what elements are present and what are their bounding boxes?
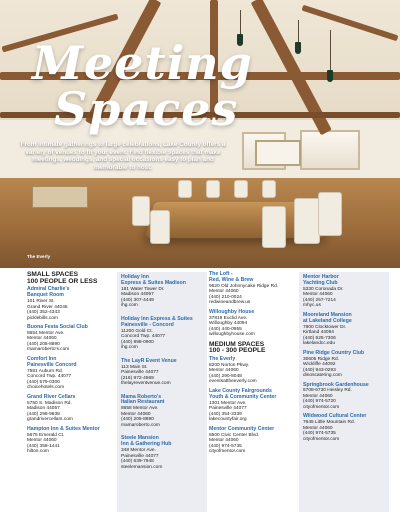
venue-list <box>27 287 113 454</box>
venue-phone: (440) 205-8890 <box>121 417 154 423</box>
chair <box>150 210 170 244</box>
venue-name: Comfort Inn <box>27 355 57 362</box>
venue-entry <box>303 313 385 347</box>
venue-list <box>209 357 295 455</box>
venue-phone: (440) 257-7214 <box>303 297 336 303</box>
venue-phone: (440) 974-5735 <box>209 443 242 449</box>
chair <box>178 180 192 198</box>
venue-list <box>209 272 295 338</box>
venue-address: Mentor 44060 <box>209 438 239 444</box>
venue-entry <box>209 389 295 423</box>
venue-phone: (440) 898-0900 <box>121 339 154 345</box>
venue-address: 5750 S. Madison Rd. <box>27 400 72 406</box>
venue-address: 30605 Ridge Rd. <box>303 356 340 362</box>
venue-website[interactable]: thelayreventvenue.com <box>121 381 171 387</box>
venue-name: Steele Mansion <box>121 435 159 442</box>
venue-entry <box>209 310 295 338</box>
venue-address: Mentor 44060 <box>303 425 333 431</box>
venue-website[interactable]: willoughbyhouse.com <box>209 332 255 338</box>
venue-address: Painesville 44077 <box>121 370 159 376</box>
venue-address: 8658 Mentor Ave. <box>121 406 159 412</box>
venue-address: 1301 Mentor Ave. <box>209 400 247 406</box>
venue-name: Mooreland Mansion <box>303 311 352 318</box>
column-4 <box>299 272 389 512</box>
venue-address: 11200 Gold Ct. <box>121 328 153 334</box>
intro-text: From intimate gatherings to large celebrations, Lake County offers a variety of venues to fit your event. Find flexible spaces that make meetings, weddings, and special occasions easy to plan and memorable to host. <box>20 141 226 171</box>
venue-address: 37819 Euclid Ave. <box>209 315 248 321</box>
venue-entry <box>27 287 113 321</box>
venue-list <box>303 275 385 442</box>
venue-address: 5330 Coronada Dr. <box>303 286 344 292</box>
venue-website[interactable]: picklebills.com <box>27 315 58 321</box>
venue-name: Youth & Community Center <box>209 393 277 400</box>
venue-address: 8500 Civic Center Blvd. <box>209 432 260 438</box>
venue-entry <box>121 317 203 351</box>
venue-name: Yachting Club <box>303 279 338 286</box>
venue-entry <box>303 414 385 442</box>
venue-name: Banquet Room <box>27 292 64 299</box>
venue-name: Inn & Gathering Hub <box>121 441 172 448</box>
venue-phone: (440) 525-7306 <box>303 335 336 341</box>
venue-phone: (440) 974-5720 <box>303 399 336 405</box>
venue-website[interactable]: dinoscatering.com <box>303 373 342 379</box>
venue-address: 7645 Little Mountain Rd. <box>303 420 355 426</box>
venue-address: Grand River 44045 <box>27 304 68 310</box>
venue-name: Italian Restaurant <box>121 399 165 406</box>
column-1 <box>27 272 115 459</box>
venue-entry <box>209 272 295 306</box>
venue-website[interactable]: lakelandcc.edu <box>303 341 336 347</box>
venue-entry <box>27 427 113 455</box>
venue-address: Madison 44057 <box>121 292 154 298</box>
venue-address: 348 Mentor Ave. <box>121 448 156 454</box>
venue-website[interactable]: hilton.com <box>27 449 49 455</box>
lamp-wire <box>240 10 241 34</box>
venue-name: Buona Festa Social Club <box>27 324 88 330</box>
page-title <box>32 36 372 136</box>
window-right <box>300 130 360 170</box>
venue-name: Mama Roberto's <box>121 393 162 400</box>
venue-phone: (440) 943-0293 <box>303 367 336 373</box>
venue-address: Mentor 44060 <box>303 292 333 298</box>
venue-address: 8654 Mentor Ave. <box>27 330 65 336</box>
venue-phone: (440) 440-0955 <box>209 326 242 332</box>
venue-website[interactable]: lakecountyfair.org <box>209 417 247 423</box>
venue-website[interactable]: eventsattheeverly.com <box>209 379 257 385</box>
venue-list <box>121 275 203 470</box>
venue-name: at Lakeland College <box>303 317 352 324</box>
venue-address: Wickliffe 44092 <box>303 362 336 368</box>
venue-name: Painesville - Concord <box>121 321 174 328</box>
venue-entry <box>303 275 385 309</box>
section-heading-small <box>27 272 113 285</box>
venue-address: 113 Main St. <box>121 364 148 370</box>
venue-address: 8200 Norton Pkwy. <box>209 362 250 368</box>
venue-website[interactable]: ihg.com <box>121 345 138 351</box>
venue-listings <box>27 272 389 512</box>
lamp-wire <box>298 20 299 42</box>
venue-name: Mentor Harbor <box>303 274 339 280</box>
venue-name: The Everly <box>209 355 236 362</box>
venue-address: Mentor 44060 <box>209 289 239 295</box>
venue-name: Red, Wine & Brew <box>209 276 254 283</box>
venue-entry <box>121 436 203 470</box>
venue-address: Kirtland 44094 <box>303 330 334 336</box>
venue-entry <box>27 325 113 353</box>
venue-website[interactable]: mhyc.us <box>303 303 321 309</box>
venue-phone: (440) 354-3339 <box>209 411 242 417</box>
venue-address: Madison 44057 <box>27 406 60 412</box>
venue-address: Mentor 44060 <box>303 393 333 399</box>
venue-entry <box>121 275 203 309</box>
venue-phone: (440) 352-4343 <box>27 310 60 315</box>
venue-name: Holiday Inn <box>121 274 149 280</box>
venue-address: Mentor 44060 <box>209 368 239 374</box>
section-subtitle: 100 PEOPLE OR LESS <box>27 277 98 285</box>
chair <box>294 198 320 244</box>
venue-phone: (440) 639-7948 <box>121 459 154 465</box>
venue-name: The LayR Event Venue <box>121 357 177 364</box>
venue-website[interactable]: choicehotels.com <box>27 385 65 391</box>
title-line-1: Meeting <box>32 36 253 90</box>
venue-name: The Loft - <box>209 271 233 277</box>
venue-phone: (440) 210-0024 <box>209 294 242 300</box>
venue-name: Lake County Fairgrounds <box>209 387 272 394</box>
section-heading-medium <box>209 342 295 355</box>
venue-name: Hampton Inn & Suites Mentor <box>27 425 100 432</box>
column-2 <box>117 272 207 512</box>
venue-website[interactable]: mamaroberto.com <box>121 422 160 428</box>
venue-entry <box>303 351 385 379</box>
venue-phone: (440) 358-1441 <box>27 443 60 449</box>
venue-website[interactable]: steelemansion.com <box>121 464 163 470</box>
venue-entry <box>27 357 113 391</box>
venue-phone: (440) 205-8890 <box>27 341 60 347</box>
chair <box>132 196 150 226</box>
venue-address: Mentor 44060 <box>27 336 57 342</box>
venue-entry <box>121 395 203 429</box>
venue-address: Painesville 44077 <box>209 406 247 412</box>
venue-website[interactable]: ihg.com <box>121 303 138 309</box>
venue-address: Mentor 44060 <box>27 438 57 444</box>
venue-address: 181 Water Tower Dr. <box>121 286 165 292</box>
venue-address: Mentor 44060 <box>121 411 151 417</box>
venue-website[interactable]: cityofmentor.com <box>303 404 340 410</box>
venue-entry <box>209 357 295 385</box>
venue-name: Admiral Charlie's <box>27 286 70 293</box>
venue-phone: (216) 972-4569 <box>121 375 154 381</box>
chair <box>206 180 220 198</box>
venue-address: 6708-6730 Heisley Rd. <box>303 388 352 394</box>
venue-address: 101 River St. <box>27 299 55 304</box>
venue-name: Wildwood Cultural Center <box>303 413 367 420</box>
venue-name: Painesville Concord <box>27 361 77 368</box>
venue-name: Grand River Cellars <box>27 393 76 400</box>
venue-website[interactable]: cityofmentor.com <box>303 436 340 442</box>
venue-address: 9620 Old Johnnycake Ridge Rd. <box>209 283 279 289</box>
venue-name: Springbrook Gardenhouse <box>303 381 369 388</box>
wall-art <box>255 140 301 166</box>
venue-name: Express & Suites Madison <box>121 279 186 286</box>
venue-entry <box>209 427 295 455</box>
venue-name: Pine Ridge Country Club <box>303 349 365 356</box>
venue-website[interactable]: mamaroberto's.com <box>27 347 70 353</box>
photo-caption: The Everly <box>27 254 51 259</box>
chair <box>318 192 342 236</box>
venue-website[interactable]: redwineandbrew.us <box>209 300 251 306</box>
venue-website[interactable]: grandrivercellars.com <box>27 417 73 423</box>
venue-address: 7800 Clocktower Dr. <box>303 324 347 330</box>
venue-name: Holiday Inn Express & Suites <box>121 315 193 322</box>
venue-phone: (440) 290-8048 <box>209 373 242 379</box>
venue-address: Willoughby 44094 <box>209 321 248 327</box>
chair <box>234 180 248 198</box>
venue-name: Willoughby House <box>209 308 255 315</box>
title-line-2: Spaces <box>54 82 239 136</box>
venue-phone: (440) 579-0300 <box>27 379 60 385</box>
venue-address: Painesville 44077 <box>121 453 159 459</box>
chair <box>262 180 276 198</box>
section-title: SMALL SPACES <box>27 271 79 278</box>
venue-address: 5675 Emerald Ct. <box>27 432 65 438</box>
venue-entry <box>27 395 113 423</box>
venue-phone: (440) 974-5735 <box>303 431 336 437</box>
venue-name: Mentor Community Center <box>209 425 275 432</box>
venue-address: Concord Twp. 44077 <box>27 374 72 380</box>
venue-phone: (440) 298-9838 <box>27 411 60 417</box>
venue-entry <box>121 359 203 387</box>
venue-address: 7581 Auburn Rd. <box>27 368 64 374</box>
chair <box>262 206 286 248</box>
section-subtitle: 100 - 300 PEOPLE <box>209 347 266 355</box>
venue-entry <box>303 383 385 411</box>
ceiling-beam <box>302 5 399 42</box>
column-3 <box>209 272 297 459</box>
bench <box>32 186 88 208</box>
venue-phone: (440) 307-4449 <box>121 297 154 303</box>
venue-address: Concord Twp. 44077 <box>121 334 166 340</box>
section-title: MEDIUM SPACES <box>209 340 265 348</box>
venue-website[interactable]: cityofmentor.com <box>209 449 246 455</box>
